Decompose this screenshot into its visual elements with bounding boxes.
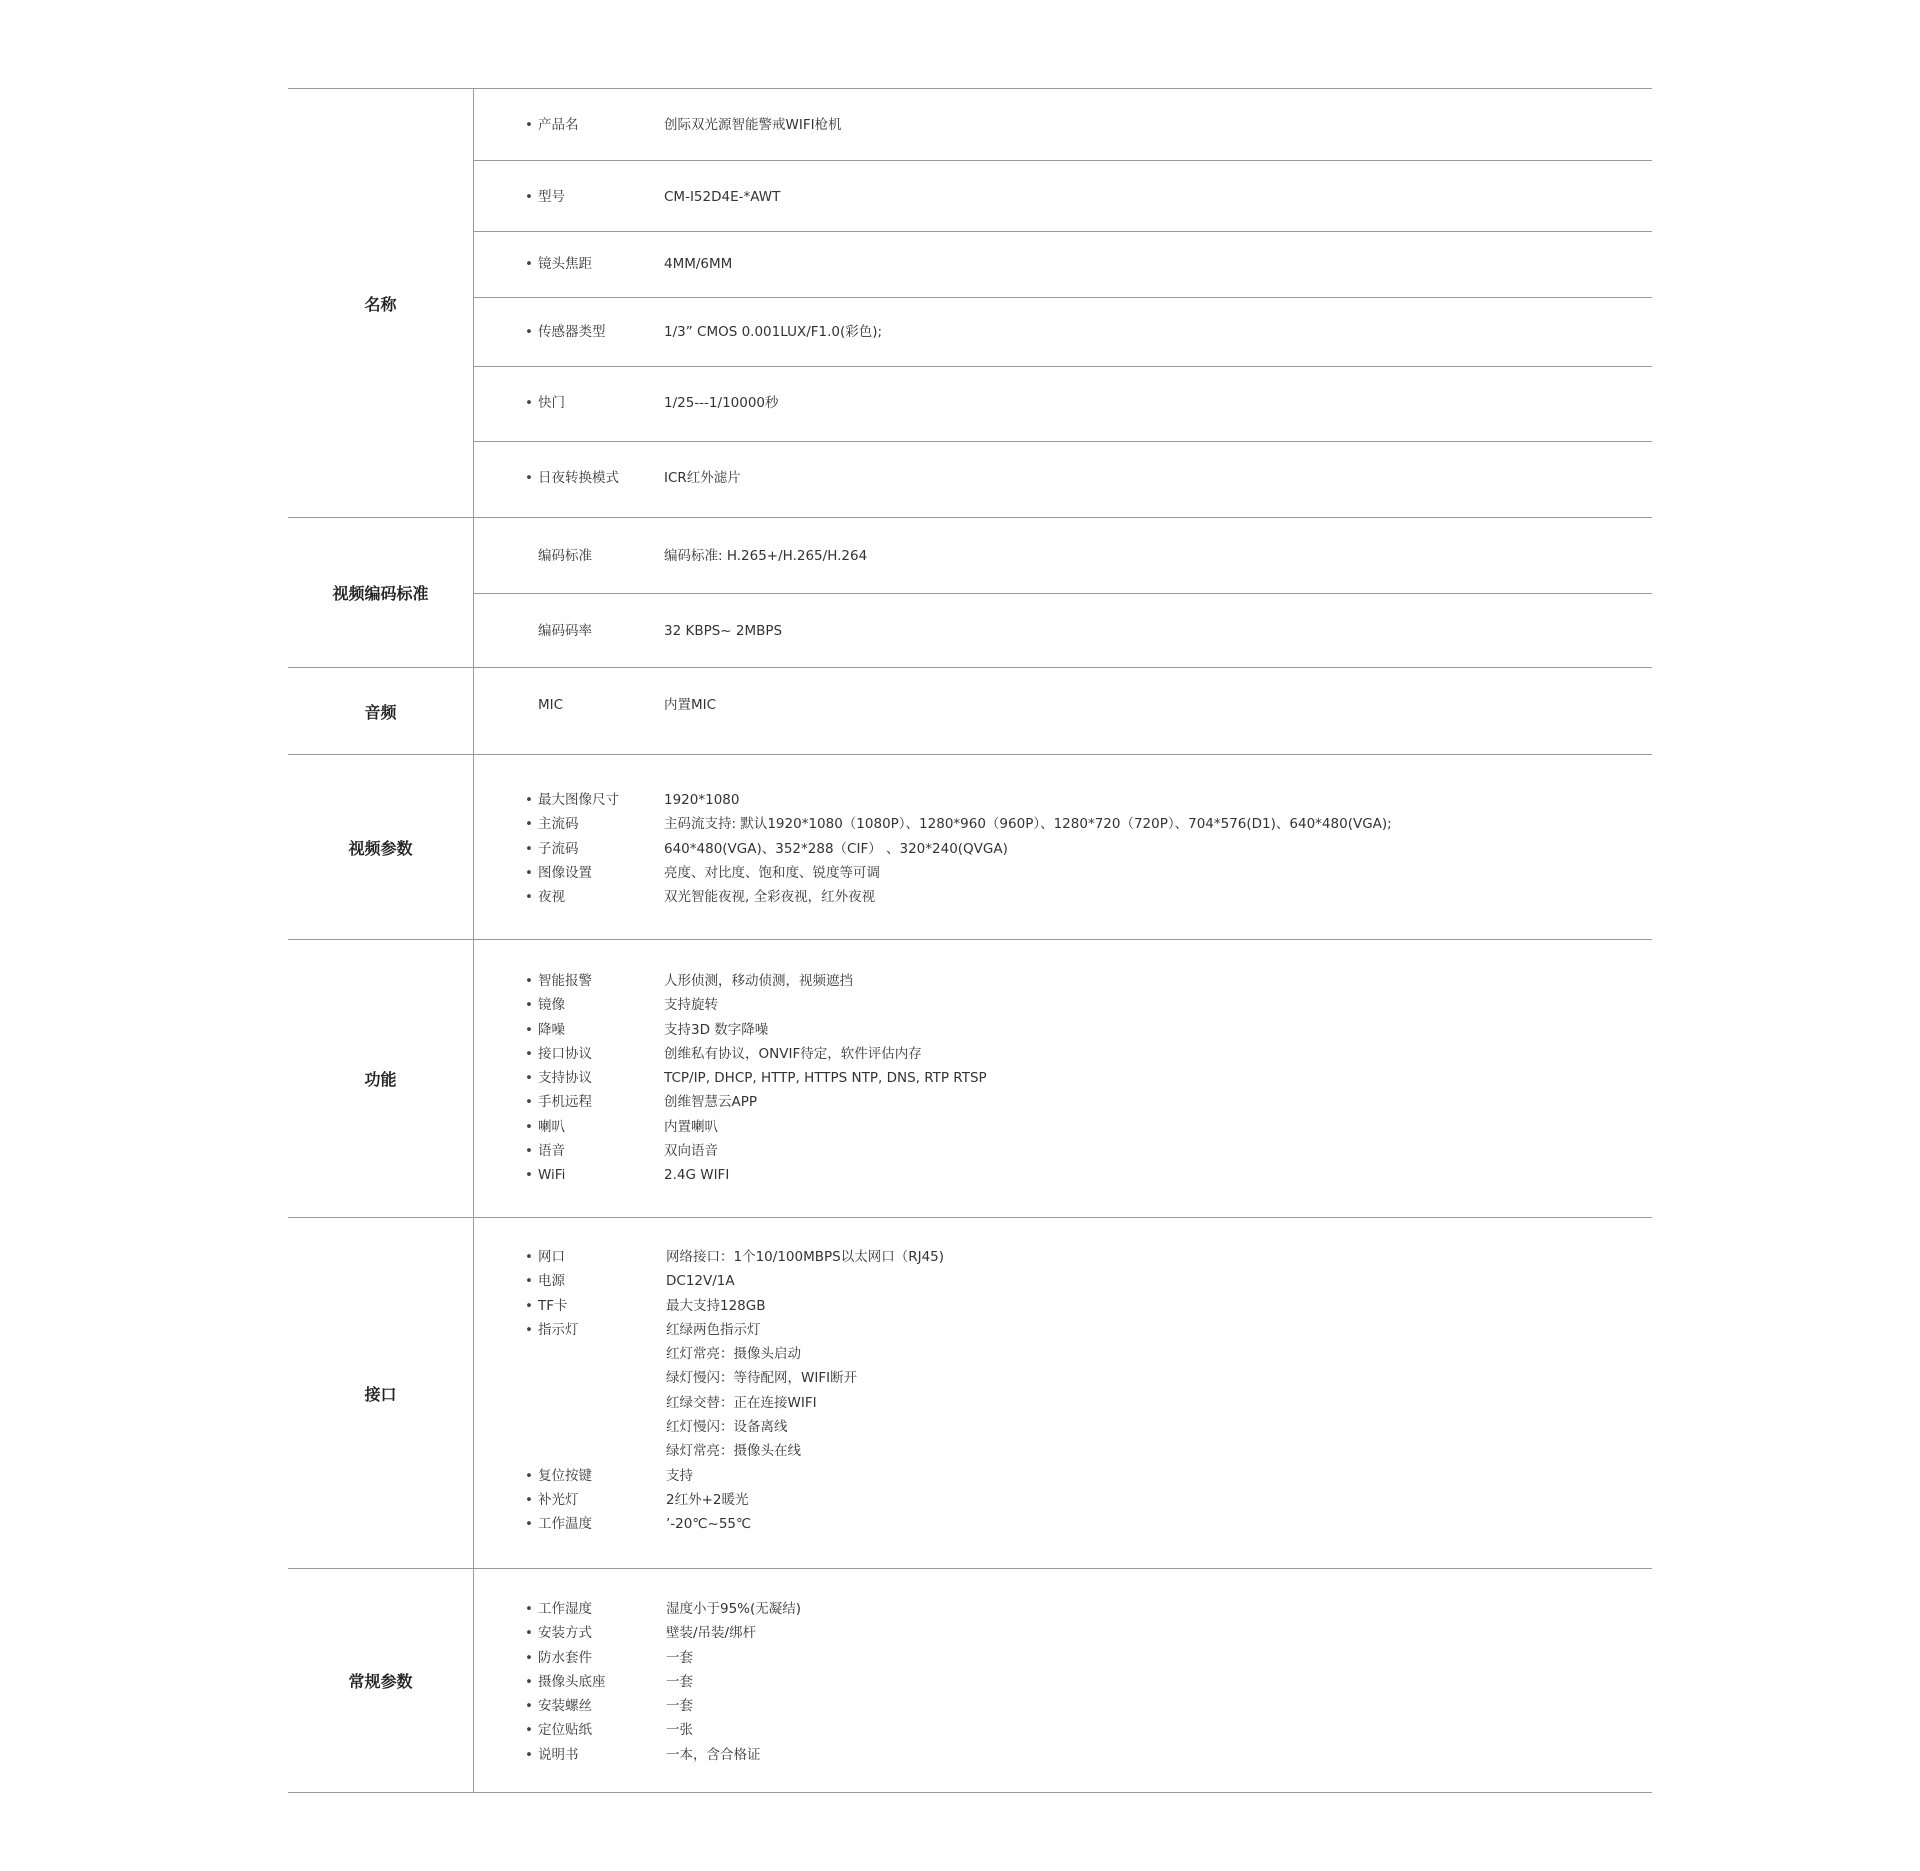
spec-row (474, 441, 1652, 517)
spec-item (474, 1342, 1652, 1366)
spec-item (474, 1415, 1652, 1439)
spec-label: 型号 (538, 189, 565, 205)
spec-label: 智能报警 (538, 973, 592, 989)
spec-label: 语音 (538, 1143, 565, 1160)
spec-label: 说明书 (538, 1746, 579, 1763)
spec-label: MIC (538, 697, 564, 713)
spec-label: 日夜转换模式 (538, 470, 619, 486)
spec-item (474, 1488, 1652, 1512)
spec-label: 工作温度 (538, 1516, 592, 1533)
spec-label: 复位按键 (538, 1467, 592, 1484)
spec-value: 一张 (666, 1722, 693, 1739)
spec-row (474, 593, 1652, 667)
spec-item (474, 1115, 1652, 1139)
bullet: • (525, 1649, 533, 1666)
spec-row (474, 366, 1652, 441)
bullet: • (525, 324, 533, 340)
spec-item (474, 1670, 1652, 1694)
spec-item (474, 885, 1652, 909)
bullet: • (525, 1045, 533, 1062)
bullet: • (525, 1297, 533, 1314)
spec-item (474, 861, 1652, 885)
spec-value: 1/3” CMOS 0.001LUX/F1.0(彩色); (664, 324, 883, 340)
spec-label: 防水套件 (538, 1649, 592, 1666)
section-title: 常规参数 (288, 1569, 474, 1792)
section-video-encoding (288, 517, 1652, 667)
spec-label: 镜像 (538, 997, 565, 1014)
bullet: • (525, 816, 533, 833)
spec-item (474, 788, 1652, 812)
spec-value: 红绿交替：正在连接WIFI (666, 1394, 817, 1411)
spec-item (474, 1018, 1652, 1042)
spec-label: 喇叭 (538, 1118, 565, 1135)
section-rows (474, 940, 1652, 1217)
spec-label: TF卡 (538, 1297, 568, 1314)
spec-item (474, 1512, 1652, 1536)
spec-item (474, 969, 1652, 993)
spec-value: 壁装/吊装/绑杆 (666, 1625, 757, 1642)
spec-row (474, 160, 1652, 231)
bullet: • (525, 470, 533, 486)
bullet: • (525, 1467, 533, 1484)
bullet: • (525, 1625, 533, 1642)
spec-label: 主流码 (538, 816, 579, 833)
spec-value: ICR红外滤片 (664, 470, 741, 486)
spec-label: 产品名 (538, 117, 579, 133)
spec-value: DC12V/1A (666, 1273, 735, 1290)
spec-label: 安装方式 (538, 1625, 592, 1642)
bullet: • (525, 1698, 533, 1715)
section-rows (474, 755, 1652, 939)
bullet: • (525, 1722, 533, 1739)
spec-value: 一套 (666, 1698, 693, 1715)
bullet: • (525, 1249, 533, 1265)
bullet: • (525, 1070, 533, 1087)
spec-item (474, 1694, 1652, 1718)
section-rows (474, 1218, 1652, 1568)
bullet: • (525, 1673, 533, 1690)
spec-list (474, 940, 1652, 1217)
spec-value: 内置喇叭 (664, 1118, 718, 1135)
spec-label: 定位贴纸 (538, 1722, 592, 1739)
spec-label: 图像设置 (538, 864, 592, 881)
spec-item (474, 1391, 1652, 1415)
spec-value: 一套 (666, 1673, 693, 1690)
spec-value: 创维私有协议，ONVIF待定，软件评估内存 (664, 1045, 922, 1062)
bullet: • (525, 1273, 533, 1290)
spec-value: 绿灯慢闪：等待配网，WIFI断开 (666, 1370, 858, 1387)
section-rows (474, 668, 1652, 754)
spec-value: TCP/IP, DHCP, HTTP, HTTPS NTP, DNS, RTP RTSP (664, 1070, 987, 1087)
section-rows (474, 518, 1652, 667)
spec-item (474, 1366, 1652, 1390)
spec-list (474, 1569, 1652, 1792)
spec-row (474, 668, 1652, 754)
spec-value: 网络接口：1个10/100MBPS以太网口（RJ45) (666, 1249, 945, 1265)
section-audio (288, 667, 1652, 754)
spec-value: 编码标准: H.265+/H.265/H.264 (664, 548, 868, 564)
bullet: • (525, 256, 533, 272)
spec-item (474, 1464, 1652, 1488)
spec-label: 降噪 (538, 1021, 565, 1038)
spec-value: 4MM/6MM (664, 256, 733, 272)
spec-label: 编码码率 (538, 623, 592, 639)
spec-value: 绿灯常亮：摄像头在线 (666, 1443, 801, 1460)
spec-label: 夜视 (538, 889, 565, 906)
bullet: • (525, 840, 533, 857)
spec-value: 640*480(VGA)、352*288（CIF） 、320*240(QVGA) (664, 840, 1008, 857)
bullet: • (525, 1321, 533, 1338)
spec-label: 快门 (538, 395, 565, 411)
spec-list (474, 1218, 1652, 1568)
section-title: 名称 (288, 89, 474, 517)
spec-label: 电源 (538, 1273, 565, 1290)
spec-value: 1/25---1/10000秒 (664, 395, 779, 411)
section-title: 功能 (288, 940, 474, 1217)
spec-value: 32 KBPS~ 2MBPS (664, 623, 783, 639)
spec-label: WiFi (538, 1167, 566, 1184)
spec-value: ’-20℃~55℃ (666, 1516, 752, 1533)
spec-value: 内置MIC (664, 697, 717, 713)
spec-label: 网口 (538, 1249, 565, 1265)
section-features (288, 939, 1652, 1217)
section-title: 音频 (288, 668, 474, 754)
spec-label: 安装螺丝 (538, 1698, 592, 1715)
spec-value: 主码流支持: 默认1920*1080（1080P）、1280*960（960P）、1280*720（720P）、704*576(D1)、640*480(VGA); (664, 816, 1392, 833)
spec-label: 摄像头底座 (538, 1673, 606, 1690)
spec-label: 子流码 (538, 840, 579, 857)
spec-value: 双向语音 (664, 1143, 718, 1160)
spec-label: 镜头焦距 (538, 256, 592, 272)
spec-value: 最大支持128GB (666, 1297, 766, 1314)
spec-item (474, 1318, 1652, 1342)
spec-value: 支持 (666, 1467, 693, 1484)
spec-item (474, 1597, 1652, 1621)
spec-value: 人形侦测，移动侦测，视频遮挡 (664, 973, 853, 989)
spec-label: 指示灯 (538, 1321, 579, 1338)
spec-value: 双光智能夜视, 全彩夜视，红外夜视 (664, 889, 876, 906)
spec-value: 支持3D 数字降噪 (664, 1021, 769, 1038)
bullet: • (525, 864, 533, 881)
section-name (288, 88, 1652, 517)
bullet: • (525, 1021, 533, 1038)
bullet: • (525, 117, 533, 133)
bullet: • (525, 973, 533, 989)
bullet: • (525, 792, 533, 808)
section-rows (474, 1569, 1652, 1792)
spec-item (474, 1139, 1652, 1163)
section-title: 视频参数 (288, 755, 474, 939)
section-rows (474, 89, 1652, 517)
section-general-params (288, 1568, 1652, 1793)
spec-value: 一本，含合格证 (666, 1746, 761, 1763)
spec-item (474, 1066, 1652, 1090)
spec-row (474, 89, 1652, 160)
bullet: • (525, 395, 533, 411)
spec-item (474, 1439, 1652, 1463)
spec-value: 湿度小于95%(无凝结) (666, 1601, 802, 1617)
spec-label: 传感器类型 (538, 324, 606, 340)
spec-list (474, 755, 1652, 939)
spec-value: 2红外+2暖光 (666, 1491, 749, 1508)
spec-value: 支持旋转 (664, 997, 718, 1014)
spec-value: 亮度、对比度、饱和度、锐度等可调 (664, 864, 880, 881)
bullet: • (525, 997, 533, 1014)
spec-value: CM-I52D4E-*AWT (664, 189, 781, 205)
spec-table (288, 88, 1652, 1793)
spec-item (474, 812, 1652, 836)
spec-item (474, 1646, 1652, 1670)
bullet: • (525, 1143, 533, 1160)
spec-item (474, 993, 1652, 1017)
spec-value: 一套 (666, 1649, 693, 1666)
bullet: • (525, 1516, 533, 1533)
spec-value: 红绿两色指示灯 (666, 1321, 761, 1338)
spec-value: 1920*1080 (664, 792, 740, 808)
bullet: • (525, 1491, 533, 1508)
spec-value: 创际双光源智能警戒WIFI枪机 (664, 117, 842, 133)
spec-label: 支持协议 (538, 1070, 592, 1087)
spec-item (474, 1743, 1652, 1767)
section-title: 视频编码标准 (288, 518, 474, 667)
spec-item (474, 1042, 1652, 1066)
bullet: • (525, 1167, 533, 1184)
bullet: • (525, 889, 533, 906)
spec-value: 创维智慧云APP (664, 1094, 758, 1111)
spec-value: 红灯慢闪：设备离线 (666, 1419, 788, 1436)
spec-item (474, 1090, 1652, 1114)
spec-row (474, 231, 1652, 297)
spec-label: 补光灯 (538, 1491, 579, 1508)
spec-item (474, 1163, 1652, 1187)
spec-item (474, 1245, 1652, 1269)
spec-item (474, 1718, 1652, 1742)
spec-label: 工作湿度 (538, 1601, 592, 1617)
spec-item (474, 837, 1652, 861)
spec-row (474, 297, 1652, 366)
section-title: 接口 (288, 1218, 474, 1568)
spec-value: 红灯常亮：摄像头启动 (666, 1346, 801, 1363)
spec-value: 2.4G WIFI (664, 1167, 730, 1184)
spec-label: 接口协议 (538, 1045, 592, 1062)
spec-item (474, 1294, 1652, 1318)
section-video-params (288, 754, 1652, 939)
spec-item (474, 1269, 1652, 1293)
spec-row (474, 518, 1652, 593)
bullet: • (525, 1746, 533, 1763)
spec-label: 手机远程 (538, 1094, 592, 1111)
bullet: • (525, 1118, 533, 1135)
spec-label: 最大图像尺寸 (538, 792, 619, 808)
bullet: • (525, 1094, 533, 1111)
section-interfaces (288, 1217, 1652, 1568)
spec-item (474, 1621, 1652, 1645)
spec-label: 编码标准 (538, 548, 592, 564)
bullet: • (525, 1601, 533, 1617)
bullet: • (525, 189, 533, 205)
